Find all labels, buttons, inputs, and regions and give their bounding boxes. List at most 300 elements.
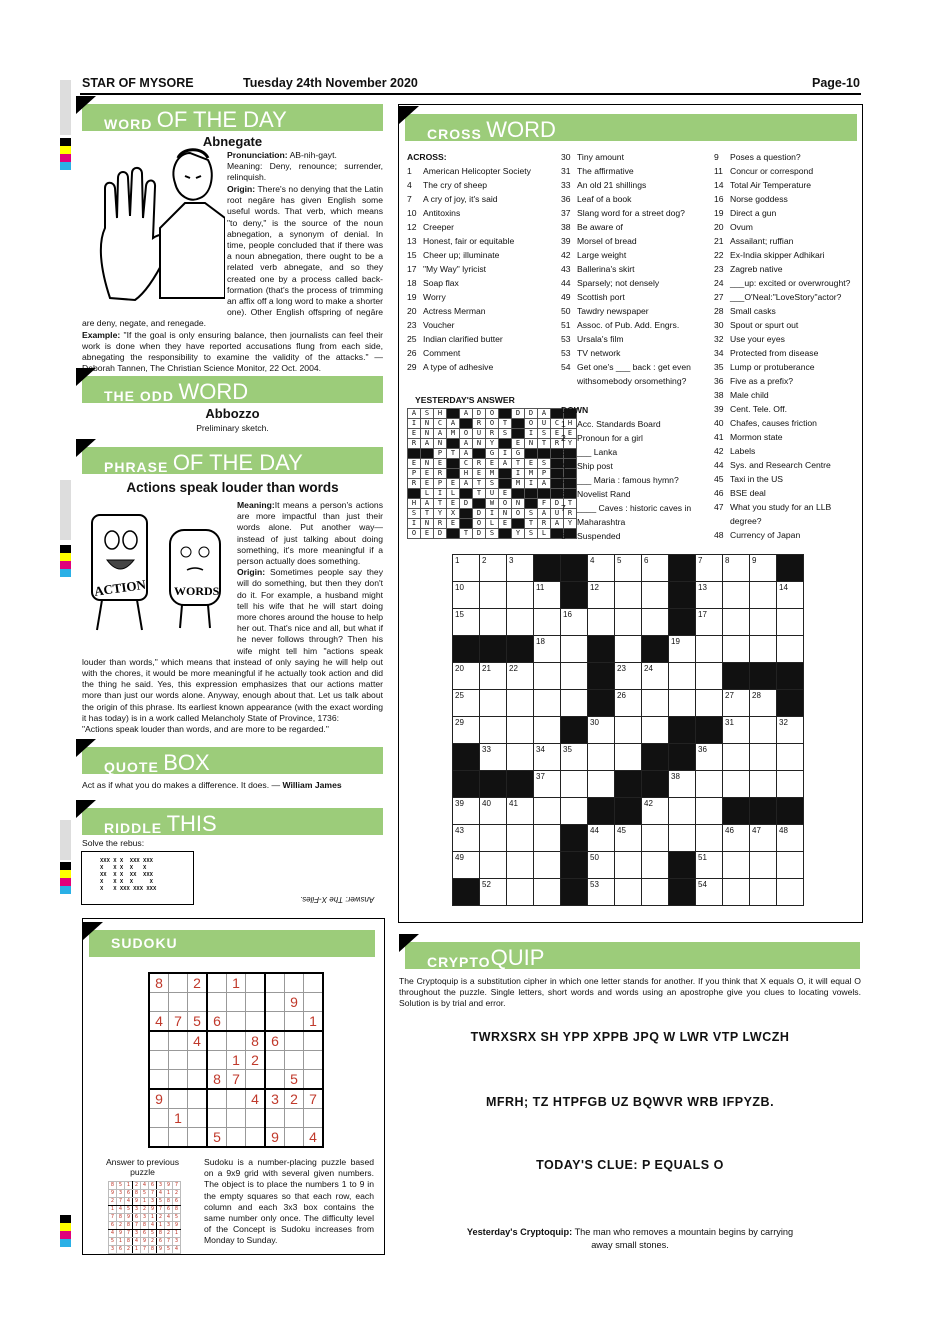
sudoku-cell[interactable] <box>227 1012 246 1032</box>
clue-item <box>407 290 557 304</box>
grid-cell[interactable] <box>507 825 534 852</box>
sudoku-cell[interactable] <box>246 1070 266 1090</box>
sudoku-answer-cell: 7 <box>165 1238 173 1246</box>
clue-number: 4 <box>561 461 566 471</box>
sudoku-answer-cell: 3 <box>165 1222 173 1230</box>
grid-cell[interactable] <box>777 717 804 744</box>
answer-cell: A <box>460 409 473 419</box>
grid-black-cell <box>453 879 480 906</box>
grid-cell[interactable] <box>534 663 561 690</box>
sudoku-cell[interactable]: 7 <box>227 1070 246 1090</box>
sudoku-cell[interactable] <box>265 1109 285 1128</box>
sudoku-answer-cell: 9 <box>173 1222 181 1230</box>
grid-cell[interactable] <box>750 744 777 771</box>
grid-cell[interactable] <box>480 798 507 825</box>
grid-cell[interactable] <box>507 690 534 717</box>
grid-cell[interactable] <box>588 852 615 879</box>
grid-cell[interactable] <box>453 798 480 825</box>
answer-cell: A <box>538 409 551 419</box>
clue-number: 39 <box>714 404 724 414</box>
grid-cell[interactable] <box>480 744 507 771</box>
sudoku-cell[interactable]: 1 <box>227 1051 246 1070</box>
grid-cell[interactable] <box>723 852 750 879</box>
answer-cell: O <box>486 409 499 419</box>
grid-cell[interactable] <box>723 879 750 906</box>
sudoku-cell[interactable]: 4 <box>246 1089 266 1109</box>
grid-cell[interactable] <box>777 744 804 771</box>
sudoku-cell[interactable]: 7 <box>304 1089 324 1109</box>
grid-cell[interactable] <box>642 717 669 744</box>
grid-cell[interactable] <box>723 555 750 582</box>
sudoku-cell[interactable] <box>169 1031 188 1051</box>
clue-text: Sparsely; not densely <box>577 278 660 288</box>
grid-cell[interactable] <box>588 717 615 744</box>
sudoku-cell[interactable]: 9 <box>149 1089 169 1109</box>
grid-cell[interactable] <box>561 690 588 717</box>
answer-cell: S <box>525 529 538 539</box>
sudoku-cell[interactable] <box>304 1051 324 1070</box>
grid-cell[interactable] <box>561 798 588 825</box>
answer-cell: D <box>525 409 538 419</box>
clue-item <box>407 276 557 290</box>
grid-cell[interactable] <box>750 852 777 879</box>
sudoku-cell[interactable] <box>188 1128 208 1148</box>
answer-cell: H <box>434 409 447 419</box>
grid-cell[interactable] <box>642 582 669 609</box>
sudoku-cell[interactable] <box>149 1051 169 1070</box>
sudoku-cell[interactable]: 2 <box>246 1051 266 1070</box>
clue-number: 47 <box>714 502 724 512</box>
sudoku-cell[interactable] <box>285 1128 304 1148</box>
answer-black-cell <box>473 449 486 459</box>
sudoku-cell[interactable] <box>188 1109 208 1128</box>
sudoku-cell[interactable] <box>207 1051 227 1070</box>
sudoku-answer-cell: 1 <box>157 1222 165 1230</box>
grid-cell[interactable] <box>615 852 642 879</box>
sudoku-cell[interactable]: 8 <box>149 973 169 993</box>
sudoku-answer-cell: 1 <box>173 1230 181 1238</box>
cell-number: 29 <box>455 718 464 727</box>
grid-cell[interactable] <box>534 609 561 636</box>
sudoku-cell[interactable] <box>285 1012 304 1032</box>
answer-cell: T <box>538 439 551 449</box>
grid-cell[interactable] <box>723 690 750 717</box>
grid-cell[interactable] <box>480 690 507 717</box>
grid-cell[interactable] <box>750 555 777 582</box>
grid-cell[interactable] <box>561 663 588 690</box>
cryptoquip-line-1: TWRXSRX SH YPP XPPB JPQ W LWR VTP LWCZH <box>470 1030 790 1044</box>
grid-cell[interactable] <box>696 798 723 825</box>
grid-cell[interactable] <box>534 717 561 744</box>
grid-black-cell <box>561 825 588 852</box>
sudoku-cell[interactable]: 7 <box>169 1012 188 1032</box>
grid-cell[interactable] <box>669 771 696 798</box>
clue-item <box>407 262 557 276</box>
sudoku-cell[interactable] <box>149 1031 169 1051</box>
clue-text: Comment <box>423 348 461 358</box>
grid-cell[interactable] <box>669 798 696 825</box>
sudoku-answer-cell: 6 <box>133 1214 141 1222</box>
grid-cell[interactable] <box>642 798 669 825</box>
sudoku-answer-cell: 6 <box>117 1246 125 1254</box>
sudoku-cell[interactable] <box>169 993 188 1012</box>
grid-cell[interactable] <box>642 852 669 879</box>
sudoku-cell[interactable]: 8 <box>207 1070 227 1090</box>
sudoku-cell[interactable] <box>207 973 227 993</box>
grid-cell[interactable] <box>534 690 561 717</box>
answer-cell: S <box>486 479 499 489</box>
grid-cell[interactable] <box>588 744 615 771</box>
grid-cell[interactable] <box>696 582 723 609</box>
grid-cell[interactable] <box>588 879 615 906</box>
grid-cell[interactable] <box>453 690 480 717</box>
grid-cell[interactable] <box>453 717 480 744</box>
grid-cell[interactable] <box>615 582 642 609</box>
grid-cell[interactable] <box>480 555 507 582</box>
grid-cell[interactable] <box>615 555 642 582</box>
sudoku-cell[interactable] <box>169 1051 188 1070</box>
grid-cell[interactable] <box>534 852 561 879</box>
grid-cell[interactable] <box>777 609 804 636</box>
clue-number: 43 <box>561 264 571 274</box>
sudoku-answer-cell: 8 <box>173 1206 181 1214</box>
grid-cell[interactable] <box>588 771 615 798</box>
sudoku-answer-cell: 5 <box>141 1190 149 1198</box>
clue-item <box>714 220 859 234</box>
grid-cell[interactable] <box>507 582 534 609</box>
answer-cell: S <box>486 529 499 539</box>
grid-cell[interactable] <box>588 555 615 582</box>
grid-cell[interactable] <box>480 609 507 636</box>
sudoku-cell[interactable] <box>285 1051 304 1070</box>
sudoku-cell[interactable] <box>265 1012 285 1032</box>
grid-cell[interactable] <box>723 771 750 798</box>
grid-cell[interactable] <box>588 582 615 609</box>
grid-cell[interactable] <box>615 879 642 906</box>
sudoku-cell[interactable]: 2 <box>285 1089 304 1109</box>
clue-item <box>407 360 557 374</box>
sudoku-cell[interactable] <box>246 1012 266 1032</box>
clue-text: Creeper <box>423 222 455 232</box>
grid-cell[interactable] <box>750 690 777 717</box>
grid-cell[interactable] <box>453 825 480 852</box>
sudoku-cell[interactable] <box>169 1128 188 1148</box>
clue-text: Protected from disease <box>730 348 819 358</box>
across-clues-col1 <box>407 164 557 374</box>
sudoku-answer-cell: 8 <box>149 1246 157 1254</box>
grid-cell[interactable] <box>507 744 534 771</box>
grid-cell[interactable] <box>507 879 534 906</box>
answer-cell: E <box>408 459 421 469</box>
answer-cell: H <box>408 499 421 509</box>
clue-item <box>714 192 859 206</box>
clue-item <box>561 501 709 529</box>
grid-cell[interactable] <box>561 771 588 798</box>
grid-cell[interactable] <box>750 717 777 744</box>
grid-cell[interactable] <box>453 582 480 609</box>
quote-text: Act as if what you do makes a difference. It does. — William James <box>82 780 342 790</box>
sudoku-answer-cell: 4 <box>109 1230 117 1238</box>
sudoku-cell[interactable]: 9 <box>285 993 304 1012</box>
grid-cell[interactable] <box>696 609 723 636</box>
clue-item <box>561 220 709 234</box>
sudoku-cell[interactable] <box>227 1109 246 1128</box>
clue-item <box>714 318 859 332</box>
answer-cell: N <box>525 439 538 449</box>
sudoku-cell[interactable] <box>246 1128 266 1148</box>
cell-number: 46 <box>725 826 734 835</box>
clue-item <box>561 178 709 192</box>
grid-cell[interactable] <box>480 852 507 879</box>
grid-cell[interactable] <box>696 771 723 798</box>
sudoku-answer-cell: 9 <box>109 1190 117 1198</box>
grid-cell[interactable] <box>534 825 561 852</box>
grid-cell[interactable] <box>507 609 534 636</box>
grid-cell[interactable] <box>534 771 561 798</box>
grid-cell[interactable] <box>642 879 669 906</box>
sudoku-cell[interactable] <box>246 973 266 993</box>
sudoku-cell[interactable] <box>285 973 304 993</box>
grid-cell[interactable] <box>750 636 777 663</box>
grid-cell[interactable] <box>507 798 534 825</box>
grid-cell[interactable] <box>750 582 777 609</box>
sudoku-cell[interactable]: 5 <box>285 1070 304 1090</box>
grid-cell[interactable] <box>480 582 507 609</box>
sudoku-cell[interactable] <box>207 1089 227 1109</box>
grid-cell[interactable] <box>507 663 534 690</box>
sudoku-cell[interactable]: 5 <box>207 1128 227 1148</box>
grid-cell[interactable] <box>642 609 669 636</box>
grid-cell[interactable] <box>696 555 723 582</box>
grid-cell[interactable] <box>696 636 723 663</box>
grid-cell[interactable] <box>615 744 642 771</box>
cell-number: 44 <box>590 826 599 835</box>
sudoku-cell[interactable] <box>188 1051 208 1070</box>
grid-cell[interactable] <box>534 798 561 825</box>
grid-cell[interactable] <box>669 690 696 717</box>
sudoku-cell[interactable]: 1 <box>304 1012 324 1032</box>
sudoku-cell[interactable] <box>169 1070 188 1090</box>
grid-black-cell <box>669 744 696 771</box>
clue-item <box>561 318 709 332</box>
grid-cell[interactable] <box>696 744 723 771</box>
grid-cell[interactable] <box>669 663 696 690</box>
sudoku-cell[interactable] <box>304 1031 324 1051</box>
grid-cell[interactable] <box>480 825 507 852</box>
sudoku-cell[interactable]: 2 <box>188 973 208 993</box>
answer-cell: A <box>421 439 434 449</box>
sudoku-cell[interactable] <box>169 973 188 993</box>
grid-cell[interactable] <box>453 663 480 690</box>
sudoku-cell[interactable]: 6 <box>265 1031 285 1051</box>
grid-cell[interactable] <box>777 771 804 798</box>
grid-cell[interactable] <box>777 879 804 906</box>
clue-text: Direct a gun <box>730 208 777 218</box>
sudoku-cell[interactable] <box>227 1031 246 1051</box>
grid-cell[interactable] <box>561 744 588 771</box>
sudoku-cell[interactable] <box>207 993 227 1012</box>
odd-word-title: Abbozzo <box>205 406 260 421</box>
answer-cell: L <box>447 489 460 499</box>
sudoku-answer-cell: 9 <box>141 1238 149 1246</box>
sudoku-cell[interactable]: 9 <box>265 1128 285 1148</box>
sudoku-cell[interactable] <box>149 1070 169 1090</box>
grid-cell[interactable] <box>561 636 588 663</box>
sudoku-cell[interactable] <box>304 1109 324 1128</box>
sudoku-cell[interactable]: 1 <box>227 973 246 993</box>
grid-cell[interactable] <box>777 582 804 609</box>
answer-black-cell <box>538 489 551 499</box>
grid-cell[interactable] <box>669 825 696 852</box>
sudoku-cell[interactable] <box>227 1128 246 1148</box>
grid-cell[interactable] <box>696 663 723 690</box>
grid-cell[interactable] <box>696 879 723 906</box>
answer-black-cell <box>499 409 512 419</box>
grid-cell[interactable] <box>723 609 750 636</box>
clue-text: An old 21 shillings <box>577 180 647 190</box>
answer-cell: D <box>460 499 473 509</box>
sudoku-cell[interactable] <box>227 993 246 1012</box>
grid-cell[interactable] <box>480 717 507 744</box>
grid-cell[interactable] <box>588 825 615 852</box>
sudoku-cell[interactable] <box>149 1109 169 1128</box>
grid-cell[interactable] <box>750 879 777 906</box>
clue-item <box>407 220 557 234</box>
clue-item <box>714 178 859 192</box>
grid-cell[interactable] <box>696 852 723 879</box>
sudoku-cell[interactable] <box>246 993 266 1012</box>
grid-cell[interactable] <box>642 555 669 582</box>
sudoku-cell[interactable] <box>285 1109 304 1128</box>
clue-text: Pronoun for a girl <box>577 433 643 443</box>
grid-cell[interactable] <box>642 690 669 717</box>
grid-cell[interactable] <box>453 609 480 636</box>
sudoku-cell[interactable] <box>265 1051 285 1070</box>
grid-cell[interactable] <box>588 609 615 636</box>
clue-number: 9 <box>714 152 719 162</box>
grid-cell[interactable] <box>615 690 642 717</box>
sudoku-cell[interactable] <box>169 1089 188 1109</box>
sudoku-cell[interactable]: 5 <box>188 1012 208 1032</box>
grid-cell[interactable] <box>642 825 669 852</box>
sudoku-cell[interactable] <box>149 993 169 1012</box>
sudoku-cell[interactable] <box>304 993 324 1012</box>
answer-cell: Y <box>434 509 447 519</box>
sudoku-cell[interactable]: 4 <box>304 1128 324 1148</box>
grid-cell[interactable] <box>777 825 804 852</box>
sudoku-cell[interactable] <box>188 993 208 1012</box>
grid-cell[interactable] <box>615 717 642 744</box>
answer-cell: R <box>538 519 551 529</box>
sudoku-cell[interactable]: 4 <box>149 1012 169 1032</box>
grid-black-cell <box>507 771 534 798</box>
grid-cell[interactable] <box>480 879 507 906</box>
grid-cell[interactable] <box>507 852 534 879</box>
sudoku-cell[interactable]: 8 <box>246 1031 266 1051</box>
sudoku-cell[interactable] <box>188 1070 208 1090</box>
cell-number: 8 <box>725 556 730 565</box>
answer-cell: E <box>421 479 434 489</box>
grid-cell[interactable] <box>723 744 750 771</box>
sudoku-cell[interactable] <box>246 1109 266 1128</box>
grid-cell[interactable] <box>777 636 804 663</box>
sudoku-cell[interactable] <box>149 1128 169 1148</box>
grid-cell[interactable] <box>723 717 750 744</box>
grid-cell[interactable] <box>453 555 480 582</box>
grid-cell[interactable] <box>534 879 561 906</box>
grid-cell[interactable] <box>480 663 507 690</box>
grid-cell[interactable] <box>723 825 750 852</box>
grid-cell[interactable] <box>615 825 642 852</box>
clue-item <box>714 416 859 430</box>
sudoku-cell[interactable]: 3 <box>265 1089 285 1109</box>
answer-cell: S <box>525 509 538 519</box>
grid-cell[interactable] <box>534 744 561 771</box>
grid-cell[interactable] <box>642 663 669 690</box>
sudoku-cell[interactable] <box>227 1089 246 1109</box>
grid-cell[interactable] <box>696 825 723 852</box>
phrase-band: PHRASE OF THE DAY <box>82 447 383 474</box>
cell-number: 28 <box>752 691 761 700</box>
sudoku-answer-cell: 4 <box>173 1246 181 1254</box>
grid-cell[interactable] <box>453 852 480 879</box>
grid-cell[interactable] <box>750 771 777 798</box>
grid-cell[interactable] <box>750 825 777 852</box>
clue-text: Male child <box>730 390 769 400</box>
sudoku-cell[interactable]: 4 <box>188 1031 208 1051</box>
grid-cell[interactable] <box>615 609 642 636</box>
sudoku-cell[interactable] <box>207 1109 227 1128</box>
grid-cell[interactable] <box>507 555 534 582</box>
clue-item <box>714 500 859 528</box>
grid-cell[interactable] <box>723 582 750 609</box>
answer-cell: N <box>473 439 486 449</box>
sudoku-cell[interactable] <box>304 973 324 993</box>
grid-cell[interactable] <box>534 636 561 663</box>
sudoku-cell[interactable] <box>304 1070 324 1090</box>
grid-cell[interactable] <box>696 690 723 717</box>
across-clues-col3 <box>714 150 859 542</box>
sudoku-cell[interactable] <box>265 993 285 1012</box>
grid-black-cell <box>561 879 588 906</box>
clue-item <box>714 528 859 542</box>
cryptoquip-intro: The Cryptoquip is a substitution cipher in which one letter stands for another. If you think that X equals O, it will equal O throughout the puzzle. Single letters, short words and words using an apostrophe give you clues to locating vowels. Solution is by trial and error. <box>399 976 861 1009</box>
grid-cell[interactable] <box>534 582 561 609</box>
sudoku-cell[interactable]: 1 <box>169 1109 188 1128</box>
sudoku-cell[interactable] <box>265 1070 285 1090</box>
sudoku-cell[interactable] <box>207 1031 227 1051</box>
grid-black-cell <box>642 744 669 771</box>
sudoku-cell[interactable] <box>285 1031 304 1051</box>
clue-text: Tawdry newspaper <box>577 306 649 316</box>
grid-cell[interactable] <box>669 636 696 663</box>
clue-number: 25 <box>407 334 417 344</box>
grid-cell[interactable] <box>615 636 642 663</box>
cell-number: 7 <box>698 556 703 565</box>
grid-cell[interactable] <box>777 852 804 879</box>
sudoku-answer-cell: 3 <box>141 1214 149 1222</box>
sudoku-cell[interactable]: 6 <box>207 1012 227 1032</box>
grid-cell[interactable] <box>723 636 750 663</box>
grid-cell[interactable] <box>507 717 534 744</box>
grid-cell[interactable] <box>561 609 588 636</box>
sudoku-cell[interactable] <box>188 1089 208 1109</box>
clue-number: 51 <box>561 320 571 330</box>
grid-cell[interactable] <box>750 609 777 636</box>
sudoku-cell[interactable] <box>265 973 285 993</box>
clue-text: ___up: excited or overwrought? <box>730 278 851 288</box>
grid-cell[interactable] <box>615 663 642 690</box>
